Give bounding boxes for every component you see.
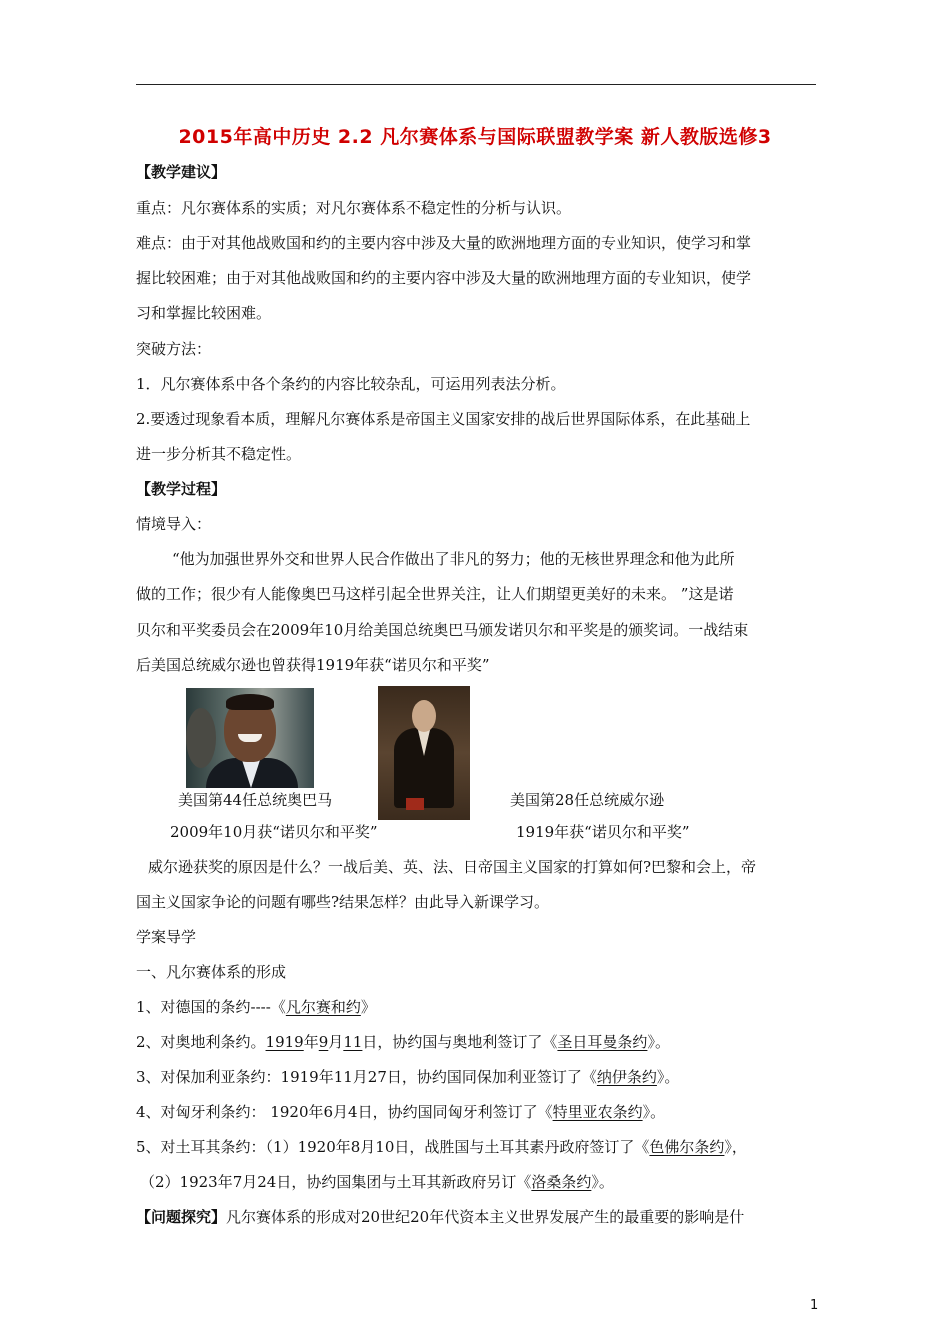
treaty-item-3: 3、对保加利亚条约：1919年11月27日，协约国同保加利亚签订了《纳伊条约》。 — [136, 1068, 680, 1086]
page-number: 1 — [810, 1298, 819, 1313]
wilson-caption-2: 1919年获“诺贝尔和平奖” — [516, 823, 690, 841]
difficulty-line-1: 难点：由于对其他战败国和约的主要内容中涉及大量的欧洲地理方面的专业知识，使学习和掌 — [136, 234, 752, 252]
section-heading-teaching-process: 【教学过程】 — [136, 480, 227, 498]
quote-line-4: 后美国总统威尔逊也曾获得1919年获“诺贝尔和平奖” — [136, 656, 490, 674]
inquiry-line — [136, 1207, 826, 1227]
document-title: 2015年高中历史 2.2 凡尔赛体系与国际联盟教学案 新人教版选修3 — [178, 126, 772, 148]
treaty-sevres: 色佛尔条约 — [649, 1138, 725, 1156]
treaty-item-4: 4、对匈牙利条约： 1920年6月4日，协约国同匈牙利签订了《特里亚农条约》。 — [136, 1103, 666, 1121]
method-item-1: 1．凡尔赛体系中各个条约的内容比较杂乱，可运用列表法分析。 — [136, 375, 566, 393]
method-item-2-line-2: 进一步分析其不稳定性。 — [136, 445, 302, 463]
treaty-item-2: 2、对奥地利条约。1919年9月11日，协约国与奥地利签订了《圣日耳曼条约》。 — [136, 1033, 670, 1051]
treaty-item-1: 1、对德国的条约----《凡尔赛和约》 — [136, 998, 376, 1016]
section-heading-teaching-advice: 【教学建议】 — [136, 163, 227, 181]
inquiry-text: 凡尔赛体系的形成对20世纪20年代资本主义世界发展产生的最重要的影响是什 — [226, 1208, 745, 1226]
scenario-intro-heading: 情境导入： — [136, 515, 212, 533]
quote-line-1: “他为加强世界外交和世界人民合作做出了非凡的努力；他的无核世界理念和他为此所 — [172, 550, 735, 568]
section-one-heading: 一、凡尔赛体系的形成 — [136, 963, 287, 981]
inquiry-label: 【问题探究】 — [136, 1208, 227, 1226]
treaty-trianon: 特里亚农条约 — [552, 1103, 643, 1121]
treaty-item-6: （2）1923年7月24日，协约国集团与土耳其新政府另订《洛桑条约》。 — [140, 1173, 614, 1191]
key-points-line: 重点：凡尔赛体系的实质；对凡尔赛体系不稳定性的分析与认识。 — [136, 199, 572, 217]
treaty-saint-germain: 圣日耳曼条约 — [557, 1033, 648, 1051]
difficulty-line-3: 习和掌握比较困难。 — [136, 304, 272, 322]
study-guide-heading: 学案导学 — [136, 928, 197, 946]
obama-caption-1: 美国第44任总统奥巴马 — [178, 791, 333, 809]
quote-line-3: 贝尔和平奖委员会在2009年10月给美国总统奥巴马颁发诺贝尔和平奖是的颁奖词。一战结束 — [136, 621, 749, 639]
obama-photo — [186, 688, 314, 788]
treaty-versailles: 凡尔赛和约 — [285, 998, 361, 1016]
treaty-neuilly: 纳伊条约 — [596, 1068, 657, 1086]
question-line-2: 国主义国家争论的问题有哪些?结果怎样？由此导入新课学习。 — [136, 893, 550, 911]
treaty-item-5: 5、对土耳其条约：（1）1920年8月10日，战胜国与土耳其素丹政府签订了《色佛尔条约》， — [136, 1138, 747, 1156]
question-line-1: 威尔逊获奖的原因是什么？一战后美、英、法、日帝国主义国家的打算如何?巴黎和会上，帝 — [148, 858, 757, 876]
header-rule — [136, 84, 816, 85]
treaty-lausanne: 洛桑条约 — [531, 1173, 592, 1191]
obama-caption-2: 2009年10月获“诺贝尔和平奖” — [170, 823, 378, 841]
difficulty-line-2: 握比较困难；由于对其他战败国和约的主要内容中涉及大量的欧洲地理方面的专业知识，使学 — [136, 269, 752, 287]
method-item-2-line-1: 2.要透过现象看本质，理解凡尔赛体系是帝国主义国家安排的战后世界国际体系，在此基础上 — [136, 410, 751, 428]
quote-line-2: 做的工作；很少有人能像奥巴马这样引起全世界关注，让人们期望更美好的未来。 ”这是诺 — [136, 585, 734, 603]
wilson-caption-1: 美国第28任总统威尔逊 — [510, 791, 665, 809]
method-heading: 突破方法： — [136, 340, 212, 358]
